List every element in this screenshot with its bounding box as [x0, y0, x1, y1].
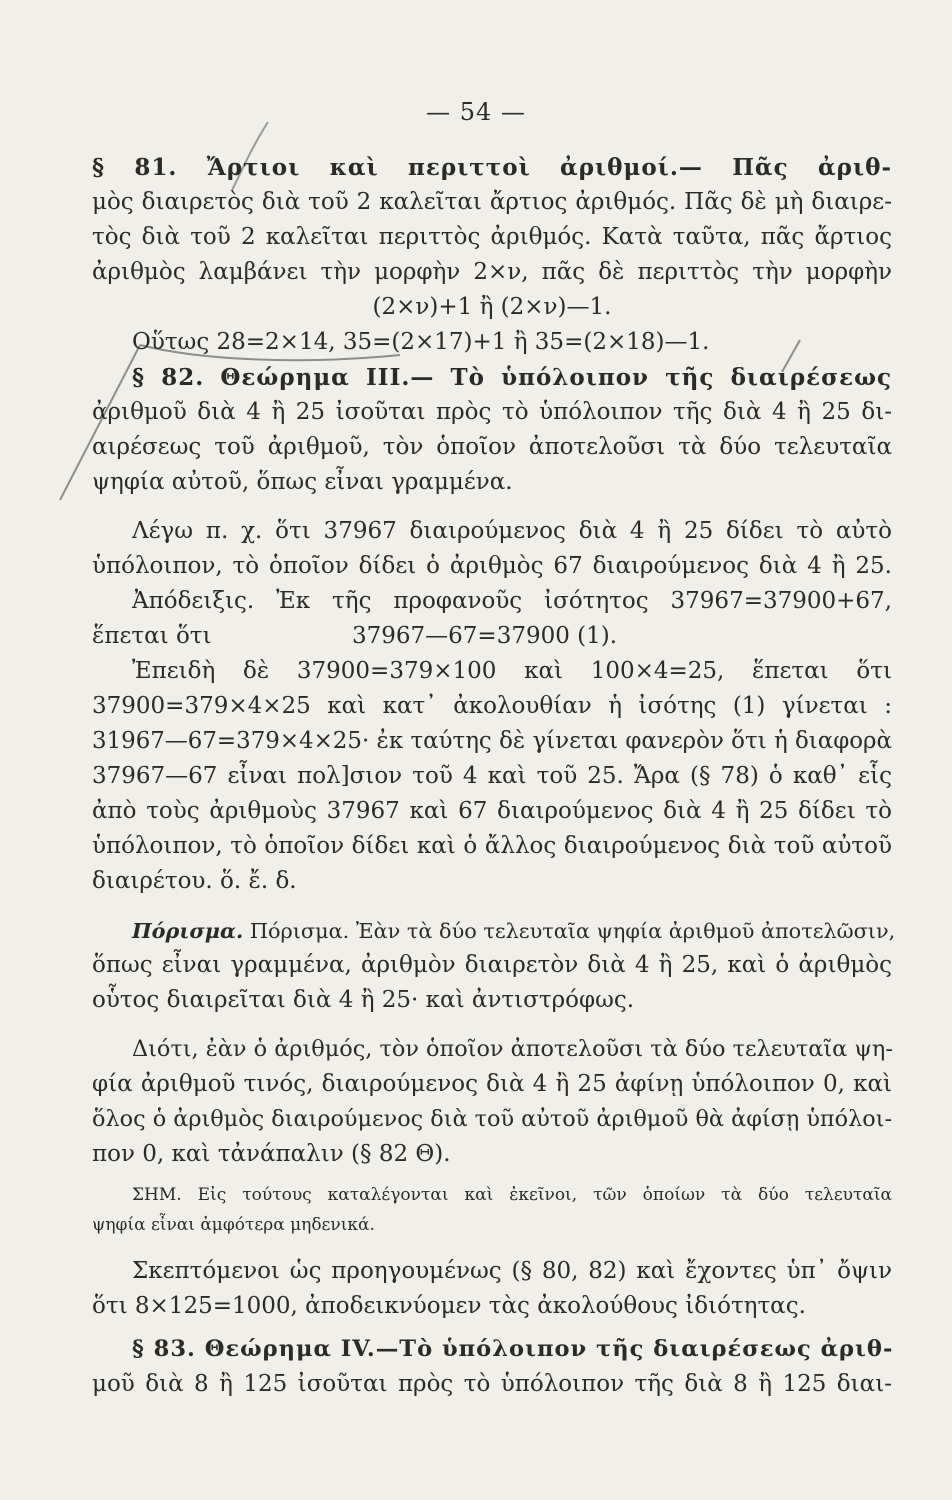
text-line: διαιρέτου. ὅ. ἔ. δ. [92, 868, 297, 894]
text-line: (2×ν)+1 ἢ (2×ν)—1. [372, 294, 612, 320]
note-line: ΣΗΜ. Εἰς τούτους καταλέγονται καὶ ἐκεῖνοι, τῶν ὁποίων τὰ δύο τελευταῖα [132, 1185, 892, 1205]
text-line: § 82. Θεώρημα III.— Τὸ ὑπόλοιπον τῆς διαιρέσεως [132, 364, 892, 391]
text-line: ὅλος ὁ ἀριθμὸς διαιρούμενος διὰ τοῦ αὐτοῦ ἀριθμοῦ θὰ ἀφίσῃ ὑπόλοι- [92, 1106, 892, 1132]
text-line: 37900=379×4×25 καὶ κατ᾽ ἀκολουθίαν ἡ ἰσότης (1) γίνεται : [92, 693, 892, 719]
text-line: Ἀπόδειξις. Ἐκ τῆς προφανοῦς ἰσότητος 37967=37900+67, [132, 588, 892, 614]
text-line: φία ἀριθμοῦ τινός, διαιρούμενος διὰ 4 ἢ 25 ἀφίνῃ ὑπόλοιπον 0, καὶ [92, 1071, 892, 1097]
equation: 37967—67=37900 (1). [352, 623, 618, 649]
text-line: ἀριθμοῦ διὰ 4 ἢ 25 ἰσοῦται πρὸς τὸ ὑπόλοιπον τῆς διὰ 4 ἢ 25 δι- [92, 399, 892, 425]
text-line: μὸς διαιρετὸς διὰ τοῦ 2 καλεῖται ἄρτιος ἀριθμός. Πᾶς δὲ μὴ διαιρε- [92, 189, 892, 215]
text-line: αιρέσεως τοῦ ἀριθμοῦ, τὸν ὁποῖον ἀποτελοῦσι τὰ δύο τελευταῖα [92, 434, 892, 460]
text-line [92, 619, 892, 654]
text-line [92, 913, 896, 948]
text-fragment: Πόρισμα. Ἐὰν τὰ δύο τελευταῖα ψηφία ἀριθμοῦ ἀποτελῶσιν, [249, 919, 896, 943]
text-line: § 83. Θεώρημα IV.—Τὸ ὑπόλοιπον τῆς διαιρέσεως ἀριθ- [132, 1336, 894, 1362]
text-line: ὑπόλοιπον, τὸ ὁποῖον δίδει καὶ ὁ ἄλλος διαιρούμενος διὰ τοῦ αὐτοῦ [92, 833, 892, 859]
text-line: 37967—67 εἶναι πολ]σιον τοῦ 4 καὶ τοῦ 25. Ἄρα (§ 78) ὁ καθ᾽ εἷς [92, 763, 892, 789]
text-line: μοῦ διὰ 8 ἢ 125 ἰσοῦται πρὸς τὸ ὑπόλοιπον τῆς διὰ 8 ἢ 125 διαι- [92, 1371, 892, 1397]
text-line: 31967—67=379×4×25· ἐκ ταύτης δὲ γίνεται φανερὸν ὅτι ἡ διαφορὰ [92, 728, 892, 754]
text-line: τὸς διὰ τοῦ 2 καλεῖται περιττὸς ἀριθμός. Κατὰ ταῦτα, πᾶς ἄρτιος [92, 224, 892, 250]
text-line: ὑπόλοιπον, τὸ ὁποῖον δίδει ὁ ἀριθμὸς 67 διαιρούμενος διὰ 4 ἢ 25. [92, 553, 892, 579]
text-line: ἀριθμὸς λαμβάνει τὴν μορφὴν 2×ν, πᾶς δὲ περιττὸς τὴν μορφὴν [92, 259, 892, 285]
text-line: Ἐπειδὴ δὲ 37900=379×100 καὶ 100×4=25, ἕπεται ὅτι [132, 658, 892, 684]
text-line: Διότι, ἐὰν ὁ ἀριθμός, τὸν ὁποῖον ἀποτελοῦσι τὰ δύο τελευταῖα ψη- [132, 1036, 893, 1062]
page-number: — 54 — [426, 98, 526, 126]
body-text [92, 150, 896, 1402]
text-fragment: ἕπεται ὅτι [92, 623, 212, 649]
text-line: Λέγω π. χ. ὅτι 37967 διαιρούμενος διὰ 4 ἢ 25 δίδει τὸ αὐτὸ [132, 518, 892, 544]
text-line: πον 0, καὶ τἀνάπαλιν (§ 82 Θ). [92, 1141, 451, 1167]
text-line: Σκεπτόμενοι ὡς προηγουμένως (§ 80, 82) καὶ ἔχοντες ὑπ᾽ ὄψιν [132, 1258, 892, 1284]
text-line: ψηφία αὐτοῦ, ὅπως εἶναι γραμμένα. [92, 469, 513, 495]
note-line: ψηφία εἶναι ἀμφότερα μηδενικά. [92, 1215, 375, 1235]
text-line: ἀπὸ τοὺς ἀριθμοὺς 37967 καὶ 67 διαιρούμενος διὰ 4 ἢ 25 δίδει τὸ [92, 798, 892, 824]
text-line: ὅπως εἶναι γραμμένα, ἀριθμὸν διαιρετὸν διὰ 4 ἢ 25, καὶ ὁ ἀριθμὸς [92, 952, 892, 978]
text-line: § 81. Ἄρτιοι καὶ περιττοὶ ἀριθμοί.— Πᾶς ἀριθ- [92, 154, 892, 181]
text-line: οὗτος διαιρεῖται διὰ 4 ἢ 25· καὶ ἀντιστρόφως. [92, 987, 635, 1013]
text-line: Οὕτως 28=2×14, 35=(2×17)+1 ἢ 35=(2×18)—1. [132, 329, 710, 355]
corollary-heading: Πόρισμα. [132, 918, 244, 943]
text-line: ὅτι 8×125=1000, ἀποδεικνύομεν τὰς ἀκολούθους ἰδιότητας. [92, 1293, 806, 1319]
